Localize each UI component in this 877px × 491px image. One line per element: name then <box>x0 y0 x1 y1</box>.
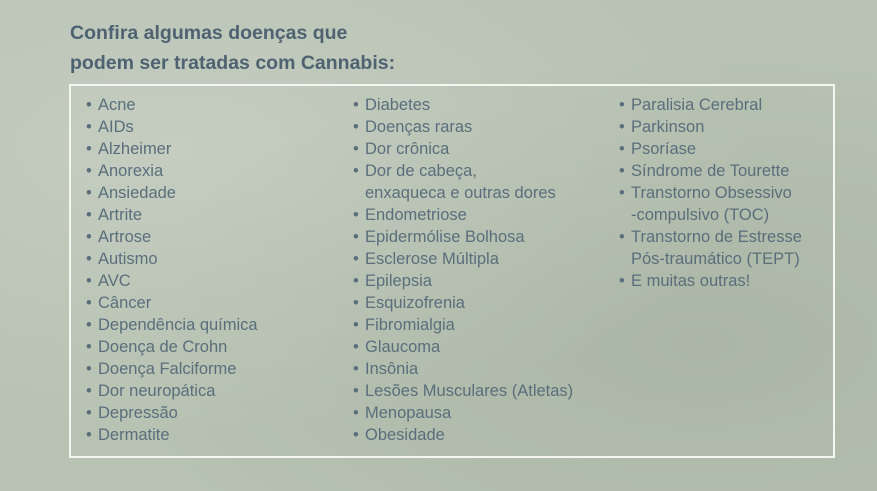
list-item <box>353 248 573 270</box>
bullet-icon: • <box>86 250 92 268</box>
list-item-label: Dor crônica <box>365 140 450 158</box>
list-item <box>619 116 802 138</box>
bullet-icon: • <box>619 96 625 114</box>
list-item-label: E muitas outras! <box>631 272 751 290</box>
bullet-icon: • <box>353 140 359 158</box>
bullet-icon: • <box>86 96 92 114</box>
conditions-box <box>69 84 835 458</box>
bullet-icon: • <box>86 272 92 290</box>
list-item <box>353 94 573 116</box>
list-item-label: Transtorno de Estresse <box>631 228 802 246</box>
bullet-icon: • <box>86 162 92 180</box>
bullet-icon: • <box>353 426 359 444</box>
list-item-label: Doença de Crohn <box>98 338 228 356</box>
list-item <box>86 314 258 336</box>
list-item-label: Obesidade <box>365 426 445 444</box>
list-item <box>353 116 573 138</box>
list-item <box>86 424 258 446</box>
list-item-label: Câncer <box>98 294 152 312</box>
list-item-label: Acne <box>98 96 136 114</box>
list-item-label: AIDs <box>98 118 134 136</box>
bullet-icon: • <box>86 228 92 246</box>
list-item <box>353 292 573 314</box>
list-item <box>353 314 573 336</box>
list-item <box>86 292 258 314</box>
list-item-label: Doença Falciforme <box>98 360 237 378</box>
bullet-icon: • <box>86 118 92 136</box>
list-item <box>353 424 573 446</box>
bullet-icon: • <box>619 118 625 136</box>
bullet-icon: • <box>86 294 92 312</box>
heading-line-1: Confira algumas doenças que <box>70 22 348 44</box>
list-item-label: Paralisia Cerebral <box>631 96 763 114</box>
list-item-label: Dor neuropática <box>98 382 216 400</box>
bullet-icon: • <box>86 316 92 334</box>
bullet-icon: • <box>353 162 359 180</box>
list-item-label: Dermatite <box>98 426 170 444</box>
list-item <box>86 182 258 204</box>
bullet-icon: • <box>86 140 92 158</box>
list-item-label: Parkinson <box>631 118 705 136</box>
list-item-label: Epilepsia <box>365 272 432 290</box>
list-item <box>353 160 573 204</box>
bullet-icon: • <box>86 404 92 422</box>
list-item-label-continuation: enxaqueca e outras dores <box>365 184 556 202</box>
bullet-icon: • <box>353 404 359 422</box>
list-item <box>353 204 573 226</box>
list-item <box>86 160 258 182</box>
list-item-label: Anorexia <box>98 162 164 180</box>
list-item-label: Artrite <box>98 206 143 224</box>
bullet-icon: • <box>619 162 625 180</box>
list-item <box>86 270 258 292</box>
list-item-label: Esquizofrenia <box>365 294 465 312</box>
bullet-icon: • <box>86 382 92 400</box>
bullet-icon: • <box>86 338 92 356</box>
list-item-label: Alzheimer <box>98 140 172 158</box>
list-item <box>353 138 573 160</box>
bullet-icon: • <box>619 272 625 290</box>
list-item-label: Transtorno Obsessivo <box>631 184 792 202</box>
list-item <box>86 248 258 270</box>
list-item-label: Psoríase <box>631 140 697 158</box>
list-item-label: Dor de cabeça, <box>365 162 477 180</box>
list-item-label-continuation: -compulsivo (TOC) <box>631 206 770 224</box>
page-heading <box>70 18 395 78</box>
list-item-label: Diabetes <box>365 96 431 114</box>
list-item-label: Lesões Musculares (Atletas) <box>365 382 574 400</box>
list-item-label: Ansiedade <box>98 184 176 202</box>
bullet-icon: • <box>353 382 359 400</box>
list-item <box>619 160 802 182</box>
list-item-label: Síndrome de Tourette <box>631 162 790 180</box>
list-item-label: Doenças raras <box>365 118 473 136</box>
list-item <box>86 402 258 424</box>
list-item <box>353 226 573 248</box>
list-item-label: Epidermólise Bolhosa <box>365 228 525 246</box>
bullet-icon: • <box>353 96 359 114</box>
list-item <box>353 380 573 402</box>
list-item-label: Autismo <box>98 250 158 268</box>
list-item-label: Fibromialgia <box>365 316 455 334</box>
list-item <box>619 182 802 226</box>
bullet-icon: • <box>353 294 359 312</box>
list-item <box>86 336 258 358</box>
list-item <box>86 226 258 248</box>
list-item-label: Glaucoma <box>365 338 441 356</box>
list-item-label-continuation: Pós-traumático (TEPT) <box>631 250 800 268</box>
conditions-column-3 <box>619 94 802 292</box>
bullet-icon: • <box>619 184 625 202</box>
list-item <box>619 270 802 292</box>
list-item <box>619 226 802 270</box>
bullet-icon: • <box>353 272 359 290</box>
bullet-icon: • <box>353 360 359 378</box>
bullet-icon: • <box>86 184 92 202</box>
list-item <box>619 94 802 116</box>
list-item-label: AVC <box>98 272 131 290</box>
list-item-label: Depressão <box>98 404 178 422</box>
bullet-icon: • <box>619 140 625 158</box>
heading-line-2: podem ser tratadas com Cannabis: <box>70 52 396 74</box>
list-item <box>619 138 802 160</box>
list-item <box>353 358 573 380</box>
bullet-icon: • <box>353 338 359 356</box>
list-item <box>86 116 258 138</box>
bullet-icon: • <box>86 360 92 378</box>
list-item-label: Dependência química <box>98 316 258 334</box>
list-item-label: Artrose <box>98 228 152 246</box>
bullet-icon: • <box>353 250 359 268</box>
conditions-column-2 <box>353 94 573 446</box>
list-item <box>86 358 258 380</box>
list-item <box>86 138 258 160</box>
bullet-icon: • <box>353 206 359 224</box>
bullet-icon: • <box>353 228 359 246</box>
bullet-icon: • <box>86 206 92 224</box>
list-item-label: Esclerose Múltipla <box>365 250 499 268</box>
list-item <box>353 402 573 424</box>
list-item <box>353 270 573 292</box>
bullet-icon: • <box>619 228 625 246</box>
list-item-label: Insônia <box>365 360 419 378</box>
list-item <box>86 204 258 226</box>
list-item <box>86 380 258 402</box>
list-item <box>86 94 258 116</box>
bullet-icon: • <box>353 118 359 136</box>
bullet-icon: • <box>353 316 359 334</box>
list-item-label: Menopausa <box>365 404 452 422</box>
bullet-icon: • <box>86 426 92 444</box>
conditions-column-1 <box>86 94 258 446</box>
list-item-label: Endometriose <box>365 206 467 224</box>
list-item <box>353 336 573 358</box>
